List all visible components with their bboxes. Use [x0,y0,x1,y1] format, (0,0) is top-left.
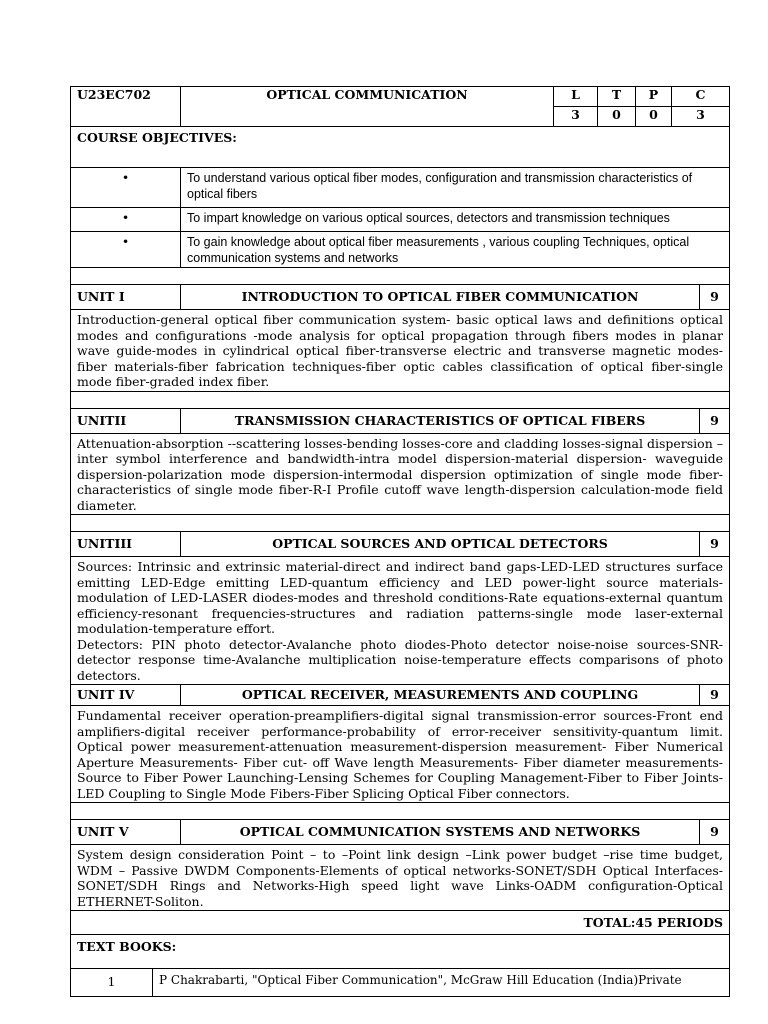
ltpc-value-t: 0 [598,107,636,127]
syllabus-page [70,86,729,997]
bullet-icon: • [71,232,181,268]
syllabus-table [70,86,730,997]
course-header-row [71,87,730,107]
unit-header-row [71,685,730,706]
ltpc-label-t: T [598,87,636,107]
spacer-row [71,268,730,285]
unit-title: OPTICAL COMMUNICATION SYSTEMS AND NETWORKS [181,820,700,845]
unit-label: UNIT V [71,820,181,845]
unit-content-detectors: Detectors: PIN photo detector-Avalanche photo diodes-Photo detector noise-noise sources-SNR-detector response time-Avalanche multiplication noise-temperature effects comparisons of photo detectors. [77,636,724,683]
unit-hours: 9 [700,408,730,433]
textbook-text: P Chakrabarti, "Optical Fiber Communication", McGraw Hill Education (India)Private [153,969,730,997]
course-code: U23EC702 [71,87,181,127]
objectives-heading: COURSE OBJECTIVES: [71,127,730,168]
unit-header-row [71,285,730,310]
unit-label: UNITIII [71,532,181,557]
unit-hours: 9 [700,685,730,706]
unit-content: System design consideration Point – to –Point link design –Link power budget –rise time budget, WDM – Passive DWDM Components-Elements of optical networks-SONET/SDH Optical Interfaces-SONET/SDH Rings and Networks-High speed light wave Links-OADM configuration-Optical ETHERNET-Soliton. [71,845,730,911]
total-periods: TOTAL:45 PERIODS [71,911,730,935]
spacer-row [71,515,730,532]
ltpc-value-p: 0 [636,107,672,127]
ltpc-value-c: 3 [672,107,730,127]
unit-title: OPTICAL RECEIVER, MEASUREMENTS AND COUPLING [181,685,700,706]
objective-text: To gain knowledge about optical fiber measurements , various coupling Techniques, optical communication systems and networks [181,232,730,268]
unit-content: Introduction-general optical fiber communication system- basic optical laws and definitions optical modes and configurations -mode analysis for optical propagation through fibers modes in planar wave guide-modes in cylindrical optical fiber-transverse electric and transverse magnetic modes- fiber materials-fiber fabrication techniques-fiber optic cables classification of optical fiber-single mode fiber-graded index fiber. [71,310,730,392]
unit-label: UNITII [71,408,181,433]
textbook-row [71,969,730,997]
ltpc-label-c: C [672,87,730,107]
spacer-row [71,391,730,408]
unit-hours: 9 [700,285,730,310]
unit-title: TRANSMISSION CHARACTERISTICS OF OPTICAL FIBERS [181,408,700,433]
unit-content [71,557,730,685]
unit-content: Fundamental receiver operation-preamplifiers-digital signal transmission-error sources-Front end amplifiers-digital receiver performance-probability of error-receiver sensitivity-quantum limit. Optical power measurement-attenuation measurement-dispersion measurement- Fiber Numerical Aperture Measurements- Fiber cut- off Wave length Measurements- Fiber diameter measurements-Source to Fiber Power Launching-Lensing Schemes for Coupling Management-Fiber to Fiber Joints-LED Coupling to Single Mode Fibers-Fiber Splicing Optical Fiber connectors. [71,706,730,803]
unit-title: OPTICAL SOURCES AND OPTICAL DETECTORS [181,532,700,557]
course-title: OPTICAL COMMUNICATION [181,87,554,127]
objective-row [71,168,730,208]
bullet-icon: • [71,168,181,208]
unit-content: Attenuation-absorption --scattering losses-bending losses-core and cladding losses-signal dispersion – inter symbol interference and bandwidth-intra model dispersion-material dispersion- waveguide dispersion-polarization mode dispersion-intermodal dispersion optimization of single mode fiber-characteristics of single mode fiber-R-I Profile cutoff wave length-dispersion calculation-mode field diameter. [71,433,730,515]
ltpc-value-l: 3 [554,107,598,127]
unit-header-row [71,820,730,845]
bullet-icon: • [71,208,181,232]
unit-label: UNIT I [71,285,181,310]
unit-label: UNIT IV [71,685,181,706]
textbook-number: 1 [71,969,153,997]
objective-text: To understand various optical fiber modes, configuration and transmission characteristics of optical fibers [181,168,730,208]
spacer-row [71,803,730,820]
textbooks-heading: TEXT BOOKS: [71,935,730,969]
unit-header-row [71,532,730,557]
unit-hours: 9 [700,820,730,845]
objective-row [71,208,730,232]
unit-header-row [71,408,730,433]
unit-content-sources: Sources: Intrinsic and extrinsic material-direct and indirect band gaps-LED-LED structures surface emitting LED-Edge emitting LED-quantum efficiency and LED power-light source materials-modulation of LED-LASER diodes-modes and threshold conditions-Rate equations-external quantum efficiency-resonant frequencies-structures and radiation patterns-single mode laser-external modulation-temperature effort. [77,559,724,636]
unit-hours: 9 [700,532,730,557]
objective-text: To impart knowledge on various optical sources, detectors and transmission techniques [181,208,730,232]
unit-title: INTRODUCTION TO OPTICAL FIBER COMMUNICATION [181,285,700,310]
objective-row [71,232,730,268]
ltpc-label-l: L [554,87,598,107]
ltpc-label-p: P [636,87,672,107]
